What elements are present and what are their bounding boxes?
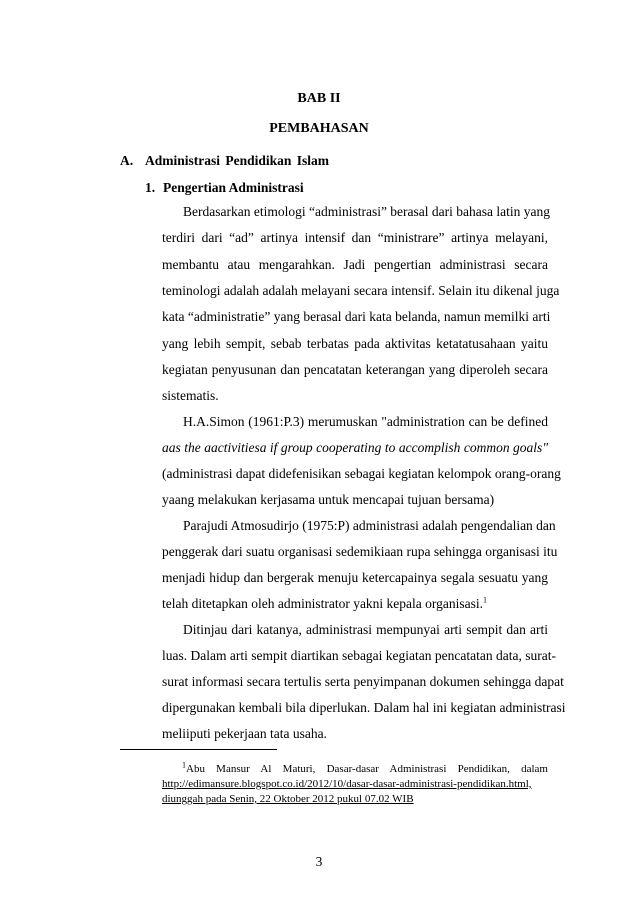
body-line: menjadi hidup dan bergerak menuju ketercapainya segala sesuatu yang bbox=[162, 570, 548, 585]
chapter-subtitle: PEMBAHASAN bbox=[269, 121, 369, 136]
body-line: meliiputi pekerjaan tata usaha. bbox=[162, 726, 327, 741]
page-number: 3 bbox=[315, 854, 323, 869]
footnote-separator bbox=[120, 749, 277, 750]
section-label: A. bbox=[120, 153, 134, 168]
subsection-title: Pengertian Administrasi bbox=[163, 180, 304, 195]
body-line: aas the aactivitiesa if group cooperating to accomplish common goals" bbox=[162, 440, 548, 455]
footnote-link-line bbox=[162, 778, 532, 790]
footnote-line bbox=[162, 760, 548, 775]
body-line: dipergunakan kembali bila diperlukan. Dalam hal ini kegiatan administrasi bbox=[162, 700, 566, 715]
body-line: yaang melakukan kerjasama untuk mencapai tujuan bersama) bbox=[162, 492, 495, 507]
footnote-date-link[interactable]: diunggah pada Senin, 22 Oktober 2012 pukul 07.02 WIB bbox=[162, 793, 414, 805]
body-line: H.A.Simon (1961:P.3) merumuskan "administration can be defined bbox=[183, 414, 548, 429]
body-line: penggerak dari suatu organisasi sedemikiaan rupa sehingga organisasi itu bbox=[162, 544, 558, 559]
body-line: luas. Dalam arti sempit diartikan sebagai kegiatan pencatatan data, surat- bbox=[162, 648, 556, 663]
body-line: kegiatan penyusunan dan pencatatan keterangan yang diperoleh secara bbox=[162, 362, 548, 377]
footnote-line bbox=[162, 793, 414, 805]
footnote-link[interactable]: http://edimansure.blogspot.co.id/2012/10/dasar-dasar-administrasi-pendidikan.html, bbox=[162, 778, 532, 790]
body-line: Ditinjau dari katanya, administrasi mempunyai arti sempit dan arti bbox=[183, 622, 548, 637]
body-line: sistematis. bbox=[162, 388, 219, 403]
body-line: kata “administratie” yang berasal dari kata belanda, namun memilki arti bbox=[162, 309, 551, 324]
body-line: Berdasarkan etimologi “administrasi” berasal dari bahasa latin yang bbox=[183, 204, 550, 219]
body-line: (administrasi dapat didefenisikan sebagai kegiatan kelompok orang-orang bbox=[162, 466, 561, 481]
section-title: Administrasi Pendidikan Islam bbox=[145, 153, 330, 168]
body-line bbox=[162, 596, 487, 612]
body-line: terdiri dari “ad” artinya intensif dan “ministrare” artinya melayani, bbox=[162, 230, 548, 245]
body-line: yang lebih sempit, sebab terbatas pada aktivitas ketatatusahaan yaitu bbox=[162, 336, 548, 351]
footnote-text: Abu Mansur Al Maturi, Dasar-dasar Administrasi Pendidikan, dalam bbox=[186, 763, 548, 775]
subsection-label: 1. bbox=[145, 180, 156, 195]
body-line: surat informasi secara tertulis serta penyimpanan dokumen sehingga dapat bbox=[162, 674, 564, 689]
footnote-marker: 1 bbox=[182, 760, 186, 770]
chapter-title: BAB II bbox=[297, 91, 341, 106]
body-line: membantu atau mengarahkan. Jadi pengertian administrasi secara bbox=[162, 257, 548, 272]
footnote-reference[interactable]: 1 bbox=[483, 595, 488, 605]
body-line-text: telah ditetapkan oleh administrator yakni kepala organisasi. bbox=[162, 596, 484, 611]
body-line: teminologi adalah adalah melayani secara intensif. Selain itu dikenal juga bbox=[162, 283, 560, 298]
body-line: Parajudi Atmosudirjo (1975:P) administrasi adalah pengendalian dan bbox=[183, 518, 556, 533]
